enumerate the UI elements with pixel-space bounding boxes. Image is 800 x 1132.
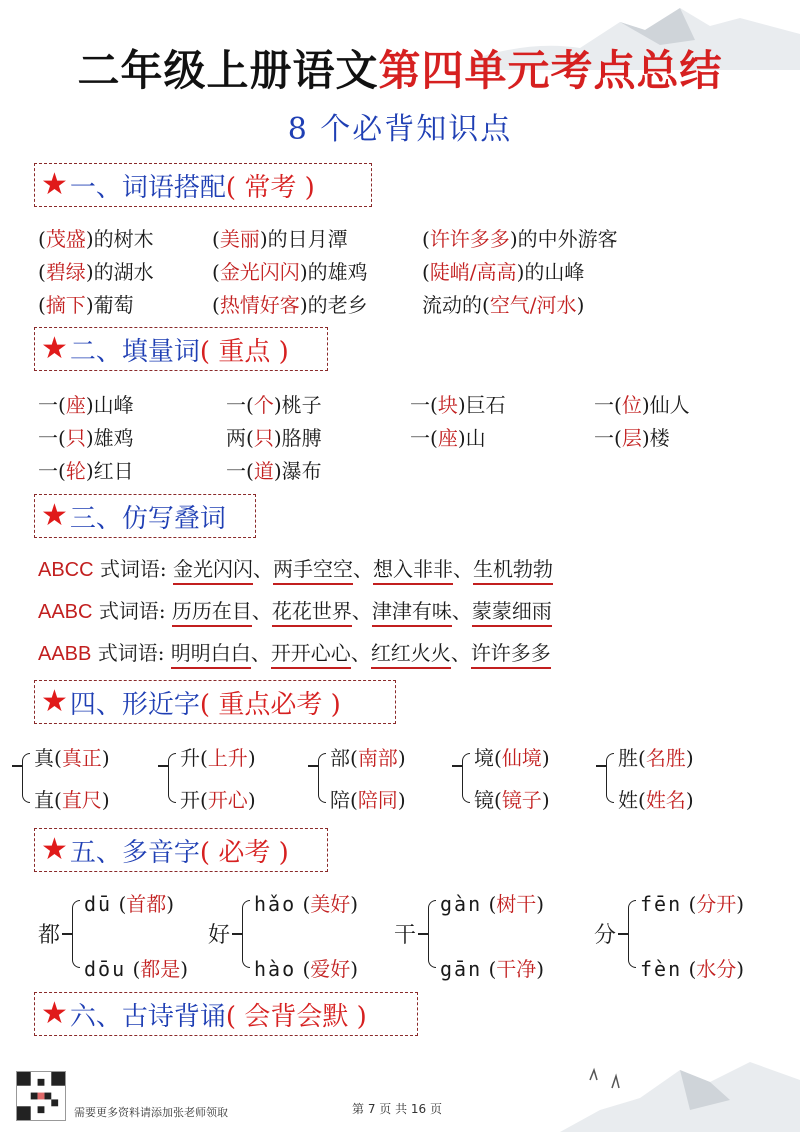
brace bbox=[606, 753, 614, 803]
pattern-separator: 、 bbox=[251, 599, 272, 623]
collocation-item bbox=[38, 223, 154, 252]
pattern-type: AABC bbox=[38, 601, 93, 623]
similar-char: 姓 bbox=[618, 788, 638, 812]
section-header-reduplication bbox=[34, 494, 256, 538]
similar-char-entry bbox=[474, 742, 550, 771]
measure-answer: 座 bbox=[437, 426, 458, 450]
pattern-suffix: 式词语: bbox=[92, 599, 172, 623]
paren: ) bbox=[166, 892, 175, 916]
brace-stub bbox=[308, 765, 318, 767]
section-header-poem bbox=[34, 992, 418, 1036]
section-label: 六、古诗背诵 bbox=[69, 1001, 226, 1032]
star-icon: ★ bbox=[41, 832, 68, 867]
collocation-item bbox=[38, 289, 134, 318]
similar-word: 真正 bbox=[61, 746, 102, 770]
paren: ) bbox=[536, 892, 545, 916]
measure-prefix: 一( bbox=[410, 393, 438, 417]
measure-suffix: )桃子 bbox=[273, 393, 322, 417]
collocation-item bbox=[212, 223, 348, 252]
mountain-decoration-bottom bbox=[560, 1040, 800, 1132]
measure-word-item bbox=[226, 455, 322, 484]
polyphone-entry bbox=[254, 888, 358, 917]
page-number: 第 7 页 共 16 页 bbox=[352, 1102, 442, 1116]
collocation-item bbox=[212, 256, 368, 285]
brace-stub bbox=[452, 765, 462, 767]
collocation-item bbox=[212, 289, 368, 318]
polyphone-entry bbox=[640, 888, 744, 917]
paren: ) bbox=[180, 957, 189, 981]
collocation-suffix: )的湖水 bbox=[85, 260, 154, 284]
similar-char-entry bbox=[34, 742, 110, 771]
measure-word-item bbox=[410, 422, 486, 451]
measure-suffix: )楼 bbox=[641, 426, 670, 450]
measure-suffix: )仙人 bbox=[641, 393, 690, 417]
measure-word-item bbox=[410, 389, 506, 418]
measure-prefix: 一( bbox=[38, 459, 66, 483]
collocation-prefix: ( bbox=[38, 293, 46, 317]
brace-stub bbox=[232, 933, 242, 935]
measure-suffix: )瀑布 bbox=[273, 459, 322, 483]
title-part-red: 第四单元考点总结 bbox=[378, 46, 723, 95]
similar-char-entry bbox=[180, 784, 256, 813]
brace bbox=[168, 753, 176, 803]
pattern-word: 开开心心 bbox=[271, 641, 351, 669]
pattern-row bbox=[38, 553, 553, 582]
brace-stub bbox=[158, 765, 168, 767]
measure-word-item bbox=[38, 389, 134, 418]
collocation-suffix: )的山峰 bbox=[516, 260, 585, 284]
qr-code bbox=[16, 1071, 66, 1121]
collocation-suffix: )的中外游客 bbox=[509, 227, 618, 251]
pattern-word: 蒙蒙细雨 bbox=[472, 599, 552, 627]
section-header-collocation bbox=[34, 163, 372, 207]
polyphone-word: 干净 bbox=[496, 957, 537, 981]
brace-stub bbox=[596, 765, 606, 767]
measure-answer: 块 bbox=[437, 393, 458, 417]
collocation-answer: 陡峭/高高 bbox=[429, 260, 517, 284]
brace-stub bbox=[12, 765, 22, 767]
brace bbox=[242, 900, 250, 968]
pattern-suffix: 式词语: bbox=[91, 641, 171, 665]
paren: ) bbox=[397, 746, 406, 770]
page-subtitle: 8 个必背知识点 bbox=[287, 112, 513, 147]
measure-word-item bbox=[38, 422, 134, 451]
brace bbox=[318, 753, 326, 803]
polyphone-entry bbox=[640, 953, 744, 982]
measure-suffix: )雄鸡 bbox=[85, 426, 134, 450]
pattern-word: 花花世界 bbox=[272, 599, 352, 627]
paren: ( bbox=[126, 957, 141, 981]
similar-word: 南部 bbox=[357, 746, 398, 770]
paren: ( bbox=[494, 788, 502, 812]
polyphone-char: 好 bbox=[208, 923, 231, 948]
paren: ) bbox=[541, 746, 550, 770]
polyphone-char: 分 bbox=[594, 923, 617, 948]
similar-word: 陪同 bbox=[357, 788, 398, 812]
paren: ) bbox=[541, 788, 550, 812]
section-note: ( 重点必考 ) bbox=[199, 689, 341, 720]
pinyin: hào bbox=[254, 957, 297, 981]
pinyin: hǎo bbox=[254, 892, 297, 916]
star-icon: ★ bbox=[41, 684, 68, 719]
collocation-prefix: 流动的( bbox=[422, 293, 490, 317]
brace bbox=[22, 753, 30, 803]
similar-word: 镜子 bbox=[501, 788, 542, 812]
footer-note: 需要更多资料请添加张老师领取 bbox=[74, 1106, 228, 1119]
measure-answer: 座 bbox=[65, 393, 86, 417]
similar-word: 开心 bbox=[207, 788, 248, 812]
measure-answer: 个 bbox=[253, 393, 274, 417]
paren: ) bbox=[397, 788, 406, 812]
measure-word-item bbox=[594, 389, 690, 418]
measure-word-item bbox=[38, 455, 134, 484]
paren: ) bbox=[350, 957, 359, 981]
paren: ) bbox=[101, 746, 110, 770]
brace-stub bbox=[618, 933, 628, 935]
similar-char: 陪 bbox=[330, 788, 350, 812]
similar-char: 开 bbox=[180, 788, 200, 812]
title-part-black: 二年级上册语文 bbox=[77, 46, 379, 95]
brace bbox=[628, 900, 636, 968]
section-note: ( 必考 ) bbox=[199, 837, 289, 868]
collocation-prefix: ( bbox=[38, 260, 46, 284]
measure-word-item bbox=[226, 389, 322, 418]
paren: ) bbox=[736, 892, 745, 916]
page-title bbox=[0, 38, 800, 98]
measure-suffix: )山 bbox=[457, 426, 486, 450]
measure-word-item bbox=[226, 422, 322, 451]
paren: ( bbox=[200, 746, 208, 770]
polyphone-word: 分开 bbox=[696, 892, 737, 916]
pattern-word: 生机勃勃 bbox=[473, 557, 553, 585]
section-header-polyphones bbox=[34, 828, 328, 872]
paren: ( bbox=[200, 788, 208, 812]
pattern-word: 红红火火 bbox=[371, 641, 451, 669]
pinyin: fèn bbox=[640, 957, 683, 981]
measure-answer: 轮 bbox=[65, 459, 86, 483]
polyphone-entry bbox=[440, 953, 544, 982]
measure-prefix: 一( bbox=[594, 426, 622, 450]
measure-answer: 只 bbox=[253, 426, 274, 450]
paren: ( bbox=[682, 892, 697, 916]
collocation-prefix: ( bbox=[212, 227, 220, 251]
collocation-prefix: ( bbox=[212, 293, 220, 317]
paren: ( bbox=[638, 746, 646, 770]
collocation-suffix: ) bbox=[576, 293, 585, 317]
measure-answer: 层 bbox=[621, 426, 642, 450]
collocation-answer: 许许多多 bbox=[429, 227, 510, 251]
pattern-separator: 、 bbox=[253, 557, 274, 581]
collocation-answer: 美丽 bbox=[219, 227, 260, 251]
pattern-word: 金光闪闪 bbox=[173, 557, 253, 585]
brace bbox=[72, 900, 80, 968]
pattern-separator: 、 bbox=[250, 641, 271, 665]
paren: ( bbox=[482, 957, 497, 981]
paren: ( bbox=[482, 892, 497, 916]
collocation-prefix: ( bbox=[422, 227, 430, 251]
section-label: 二、填量词 bbox=[69, 336, 200, 367]
pattern-word: 津津有味 bbox=[372, 599, 452, 627]
paren: ) bbox=[247, 788, 256, 812]
pattern-separator: 、 bbox=[453, 557, 474, 581]
paren: ( bbox=[296, 957, 311, 981]
measure-prefix: 一( bbox=[38, 426, 66, 450]
paren: ( bbox=[682, 957, 697, 981]
pattern-separator: 、 bbox=[353, 557, 374, 581]
measure-prefix: 一( bbox=[594, 393, 622, 417]
pinyin: gān bbox=[440, 957, 483, 981]
brace-stub bbox=[418, 933, 428, 935]
section-header-measure-words bbox=[34, 327, 328, 371]
star-icon: ★ bbox=[41, 498, 68, 533]
paren: ) bbox=[685, 788, 694, 812]
similar-word: 仙境 bbox=[501, 746, 542, 770]
section-note: ( 会背会默 ) bbox=[225, 1001, 367, 1032]
collocation-answer: 金光闪闪 bbox=[219, 260, 300, 284]
measure-suffix: )胳膊 bbox=[273, 426, 322, 450]
collocation-answer: 碧绿 bbox=[45, 260, 86, 284]
section-note: ( 常考 ) bbox=[225, 172, 315, 203]
section-label: 四、形近字 bbox=[69, 689, 200, 720]
similar-char-entry bbox=[474, 784, 550, 813]
similar-char: 境 bbox=[474, 746, 494, 770]
pattern-separator: 、 bbox=[450, 641, 471, 665]
brace-stub bbox=[62, 933, 72, 935]
similar-char-entry bbox=[618, 784, 694, 813]
similar-char-entry bbox=[34, 784, 110, 813]
paren: ) bbox=[247, 746, 256, 770]
pinyin: gàn bbox=[440, 892, 483, 916]
similar-char-entry bbox=[330, 742, 406, 771]
collocation-suffix: )的日月潭 bbox=[259, 227, 348, 251]
pinyin: dū bbox=[84, 892, 113, 916]
measure-word-item bbox=[594, 422, 670, 451]
paren: ( bbox=[296, 892, 311, 916]
measure-suffix: )山峰 bbox=[85, 393, 134, 417]
polyphone-entry bbox=[84, 953, 188, 982]
similar-char: 部 bbox=[330, 746, 350, 770]
measure-prefix: 一( bbox=[226, 459, 254, 483]
section-label: 一、词语搭配 bbox=[69, 172, 226, 203]
collocation-item bbox=[422, 256, 584, 285]
pinyin: fēn bbox=[640, 892, 683, 916]
similar-char: 升 bbox=[180, 746, 200, 770]
polyphone-char: 干 bbox=[394, 923, 417, 948]
pattern-row bbox=[38, 595, 552, 624]
section-label: 五、多音字 bbox=[69, 837, 200, 868]
pattern-separator: 、 bbox=[350, 641, 371, 665]
similar-word: 上升 bbox=[207, 746, 248, 770]
paren: ( bbox=[112, 892, 127, 916]
collocation-prefix: ( bbox=[38, 227, 46, 251]
section-label: 三、仿写叠词 bbox=[69, 503, 226, 534]
pattern-word: 两手空空 bbox=[273, 557, 353, 585]
collocation-suffix: )的树木 bbox=[85, 227, 154, 251]
star-icon: ★ bbox=[41, 996, 68, 1031]
pattern-type: ABCC bbox=[38, 559, 94, 581]
paren: ( bbox=[54, 746, 62, 770]
polyphone-word: 树干 bbox=[496, 892, 537, 916]
collocation-item bbox=[422, 223, 618, 252]
paren: ) bbox=[736, 957, 745, 981]
similar-char-entry bbox=[618, 742, 694, 771]
collocation-item bbox=[422, 289, 584, 318]
pattern-word: 想入非非 bbox=[373, 557, 453, 585]
polyphone-entry bbox=[254, 953, 358, 982]
measure-prefix: 两( bbox=[226, 426, 254, 450]
measure-prefix: 一( bbox=[38, 393, 66, 417]
similar-char: 镜 bbox=[474, 788, 494, 812]
brace bbox=[428, 900, 436, 968]
pattern-word: 历历在目 bbox=[172, 599, 252, 627]
collocation-answer: 茂盛 bbox=[45, 227, 86, 251]
paren: ( bbox=[350, 746, 358, 770]
star-icon: ★ bbox=[41, 167, 68, 202]
brace bbox=[462, 753, 470, 803]
paren: ) bbox=[350, 892, 359, 916]
similar-char: 真 bbox=[34, 746, 54, 770]
pattern-separator: 、 bbox=[351, 599, 372, 623]
similar-word: 名胜 bbox=[645, 746, 686, 770]
polyphone-entry bbox=[440, 888, 544, 917]
collocation-suffix: )葡萄 bbox=[85, 293, 134, 317]
paren: ) bbox=[685, 746, 694, 770]
pattern-row bbox=[38, 637, 551, 666]
measure-answer: 道 bbox=[253, 459, 274, 483]
section-note: ( 重点 ) bbox=[199, 336, 289, 367]
polyphone-word: 美好 bbox=[310, 892, 351, 916]
measure-suffix: )巨石 bbox=[457, 393, 506, 417]
paren: ) bbox=[101, 788, 110, 812]
pattern-separator: 、 bbox=[451, 599, 472, 623]
paren: ( bbox=[638, 788, 646, 812]
polyphone-word: 爱好 bbox=[310, 957, 351, 981]
paren: ( bbox=[54, 788, 62, 812]
polyphone-word: 水分 bbox=[696, 957, 737, 981]
section-header-similar-chars bbox=[34, 680, 396, 724]
polyphone-entry bbox=[84, 888, 174, 917]
polyphone-word: 首都 bbox=[126, 892, 167, 916]
paren: ( bbox=[494, 746, 502, 770]
collocation-prefix: ( bbox=[212, 260, 220, 284]
collocation-answer: 空气/河水 bbox=[489, 293, 577, 317]
collocation-answer: 摘下 bbox=[45, 293, 86, 317]
similar-word: 直尺 bbox=[61, 788, 102, 812]
measure-answer: 位 bbox=[621, 393, 642, 417]
measure-answer: 只 bbox=[65, 426, 86, 450]
paren: ) bbox=[536, 957, 545, 981]
similar-char: 胜 bbox=[618, 746, 638, 770]
collocation-answer: 热情好客 bbox=[219, 293, 300, 317]
similar-char-entry bbox=[330, 784, 406, 813]
collocation-prefix: ( bbox=[422, 260, 430, 284]
collocation-item bbox=[38, 256, 154, 285]
measure-suffix: )红日 bbox=[85, 459, 134, 483]
measure-prefix: 一( bbox=[410, 426, 438, 450]
paren: ( bbox=[350, 788, 358, 812]
pattern-suffix: 式词语: bbox=[93, 557, 174, 581]
pattern-word: 许许多多 bbox=[471, 641, 551, 669]
polyphone-char: 都 bbox=[38, 923, 61, 948]
similar-word: 姓名 bbox=[645, 788, 686, 812]
pattern-type: AABB bbox=[38, 643, 92, 665]
measure-prefix: 一( bbox=[226, 393, 254, 417]
pattern-word: 明明白白 bbox=[171, 641, 251, 669]
similar-char: 直 bbox=[34, 788, 54, 812]
polyphone-word: 都是 bbox=[140, 957, 181, 981]
star-icon: ★ bbox=[41, 331, 68, 366]
collocation-suffix: )的雄鸡 bbox=[299, 260, 368, 284]
similar-char-entry bbox=[180, 742, 256, 771]
pinyin: dōu bbox=[84, 957, 127, 981]
collocation-suffix: )的老乡 bbox=[299, 293, 368, 317]
